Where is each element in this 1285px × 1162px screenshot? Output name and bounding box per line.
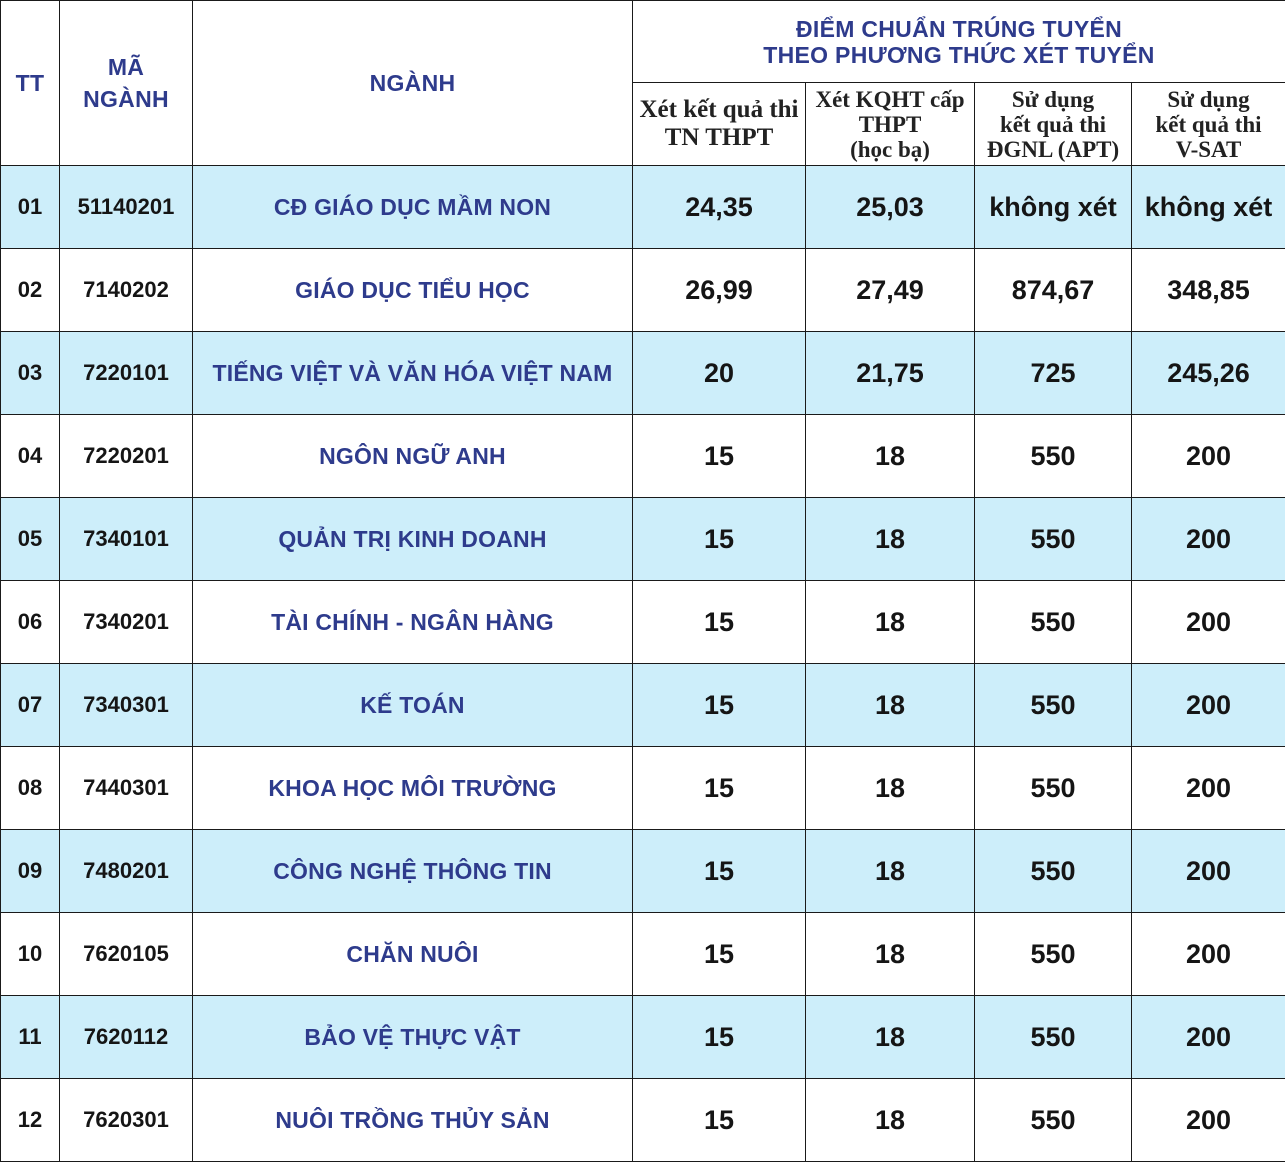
cell-score-dgnl: 550: [975, 415, 1132, 498]
cell-score-hocba: 18: [806, 415, 975, 498]
table-row: [1, 166, 1285, 249]
table-row: [1, 1079, 1285, 1162]
table-row: [1, 332, 1285, 415]
cell-score-thpt: 15: [633, 664, 806, 747]
cell-score-thpt: 15: [633, 1079, 806, 1162]
cell-score-dgnl: 550: [975, 664, 1132, 747]
cell-major-code: 7620105: [60, 913, 193, 996]
cell-tt: 10: [1, 913, 60, 996]
method-vsat-line1: Sử dụng: [1132, 87, 1285, 112]
cell-major: TIẾNG VIỆT VÀ VĂN HÓA VIỆT NAM: [193, 332, 633, 415]
cell-score-hocba: 25,03: [806, 166, 975, 249]
cell-score-thpt: 15: [633, 415, 806, 498]
cell-tt: 05: [1, 498, 60, 581]
cell-score-dgnl: 874,67: [975, 249, 1132, 332]
header-row-top: [1, 1, 1285, 83]
cell-score-vsat: 245,26: [1132, 332, 1285, 415]
cell-tt: 11: [1, 996, 60, 1079]
cell-score-thpt: 20: [633, 332, 806, 415]
cell-score-hocba: 18: [806, 996, 975, 1079]
header-method-dgnl: [975, 83, 1132, 166]
cell-score-vsat: 200: [1132, 996, 1285, 1079]
cell-score-hocba: 18: [806, 581, 975, 664]
header-method-thpt: [633, 83, 806, 166]
method-vsat-line2: kết quả thi: [1132, 112, 1285, 137]
cell-score-hocba: 18: [806, 830, 975, 913]
cell-score-dgnl: 550: [975, 581, 1132, 664]
cell-major-code: 7440301: [60, 747, 193, 830]
header-group-line1: ĐIỂM CHUẨN TRÚNG TUYỂN: [633, 16, 1285, 42]
cell-major-code: 7620112: [60, 996, 193, 1079]
cell-score-thpt: 15: [633, 996, 806, 1079]
cell-major-code: 7220201: [60, 415, 193, 498]
cell-score-thpt: 26,99: [633, 249, 806, 332]
cell-major-code: 7340201: [60, 581, 193, 664]
cell-major: CÔNG NGHỆ THÔNG TIN: [193, 830, 633, 913]
cell-score-thpt: 15: [633, 913, 806, 996]
method-thpt-line1: Xét kết quả thi: [633, 96, 805, 124]
cell-major: QUẢN TRỊ KINH DOANH: [193, 498, 633, 581]
cell-tt: 02: [1, 249, 60, 332]
cell-score-hocba: 18: [806, 664, 975, 747]
header-code-line2: NGÀNH: [60, 83, 192, 115]
cell-score-dgnl: 550: [975, 1079, 1132, 1162]
table-row: [1, 913, 1285, 996]
cell-major: CHĂN NUÔI: [193, 913, 633, 996]
cell-major-code: 7480201: [60, 830, 193, 913]
cell-score-thpt: 24,35: [633, 166, 806, 249]
cell-tt: 03: [1, 332, 60, 415]
header-major: NGÀNH: [193, 1, 633, 166]
cell-major: KẾ TOÁN: [193, 664, 633, 747]
cell-tt: 12: [1, 1079, 60, 1162]
header-tt: TT: [1, 1, 60, 166]
cell-tt: 01: [1, 166, 60, 249]
cell-tt: 09: [1, 830, 60, 913]
table-row: [1, 830, 1285, 913]
cell-score-dgnl: 550: [975, 830, 1132, 913]
table-row: [1, 581, 1285, 664]
method-vsat-line3: V-SAT: [1132, 137, 1285, 162]
cell-major-code: 51140201: [60, 166, 193, 249]
cell-score-vsat: 200: [1132, 830, 1285, 913]
method-hocba-line3: (học bạ): [806, 137, 974, 162]
header-major-code: [60, 1, 193, 166]
table-row: [1, 498, 1285, 581]
cell-score-hocba: 18: [806, 747, 975, 830]
cell-major: BẢO VỆ THỰC VẬT: [193, 996, 633, 1079]
cell-score-vsat: không xét: [1132, 166, 1285, 249]
cell-tt: 04: [1, 415, 60, 498]
cell-major-code: 7340301: [60, 664, 193, 747]
cell-major-code: 7140202: [60, 249, 193, 332]
cell-score-thpt: 15: [633, 830, 806, 913]
method-dgnl-line3: ĐGNL (APT): [975, 137, 1131, 162]
cell-major-code: 7340101: [60, 498, 193, 581]
cell-score-dgnl: 550: [975, 498, 1132, 581]
table-row: [1, 664, 1285, 747]
cell-tt: 08: [1, 747, 60, 830]
method-dgnl-line1: Sử dụng: [975, 87, 1131, 112]
cell-tt: 07: [1, 664, 60, 747]
cell-major: GIÁO DỤC TIỂU HỌC: [193, 249, 633, 332]
table-row: [1, 249, 1285, 332]
cell-score-vsat: 200: [1132, 1079, 1285, 1162]
header-method-vsat: [1132, 83, 1285, 166]
method-thpt-line2: TN THPT: [633, 124, 805, 152]
table-row: [1, 747, 1285, 830]
cell-score-vsat: 200: [1132, 747, 1285, 830]
method-hocba-line2: THPT: [806, 112, 974, 137]
header-score-group: [633, 1, 1285, 83]
cell-score-vsat: 200: [1132, 415, 1285, 498]
method-hocba-line1: Xét KQHT cấp: [806, 87, 974, 112]
cell-score-hocba: 18: [806, 913, 975, 996]
cell-score-hocba: 18: [806, 1079, 975, 1162]
method-dgnl-line2: kết quả thi: [975, 112, 1131, 137]
cell-score-thpt: 15: [633, 498, 806, 581]
header-method-hocba: [806, 83, 975, 166]
cell-major-code: 7620301: [60, 1079, 193, 1162]
cell-score-dgnl: 550: [975, 747, 1132, 830]
cell-tt: 06: [1, 581, 60, 664]
cell-score-vsat: 200: [1132, 913, 1285, 996]
cell-score-vsat: 348,85: [1132, 249, 1285, 332]
cell-score-thpt: 15: [633, 581, 806, 664]
cell-score-thpt: 15: [633, 747, 806, 830]
cell-score-hocba: 18: [806, 498, 975, 581]
cell-score-dgnl: 550: [975, 996, 1132, 1079]
cell-major-code: 7220101: [60, 332, 193, 415]
cell-score-dgnl: 725: [975, 332, 1132, 415]
cell-score-hocba: 21,75: [806, 332, 975, 415]
table-row: [1, 996, 1285, 1079]
cell-score-dgnl: 550: [975, 913, 1132, 996]
cell-major: KHOA HỌC MÔI TRƯỜNG: [193, 747, 633, 830]
cell-major: TÀI CHÍNH - NGÂN HÀNG: [193, 581, 633, 664]
cell-score-vsat: 200: [1132, 664, 1285, 747]
header-group-line2: THEO PHƯƠNG THỨC XÉT TUYỂN: [633, 42, 1285, 68]
cell-major: NGÔN NGỮ ANH: [193, 415, 633, 498]
cell-major: CĐ GIÁO DỤC MẦM NON: [193, 166, 633, 249]
cell-score-vsat: 200: [1132, 581, 1285, 664]
cell-score-dgnl: không xét: [975, 166, 1132, 249]
cell-major: NUÔI TRỒNG THỦY SẢN: [193, 1079, 633, 1162]
header-code-line1: MÃ: [60, 51, 192, 83]
table-row: [1, 415, 1285, 498]
cell-score-hocba: 27,49: [806, 249, 975, 332]
cell-score-vsat: 200: [1132, 498, 1285, 581]
